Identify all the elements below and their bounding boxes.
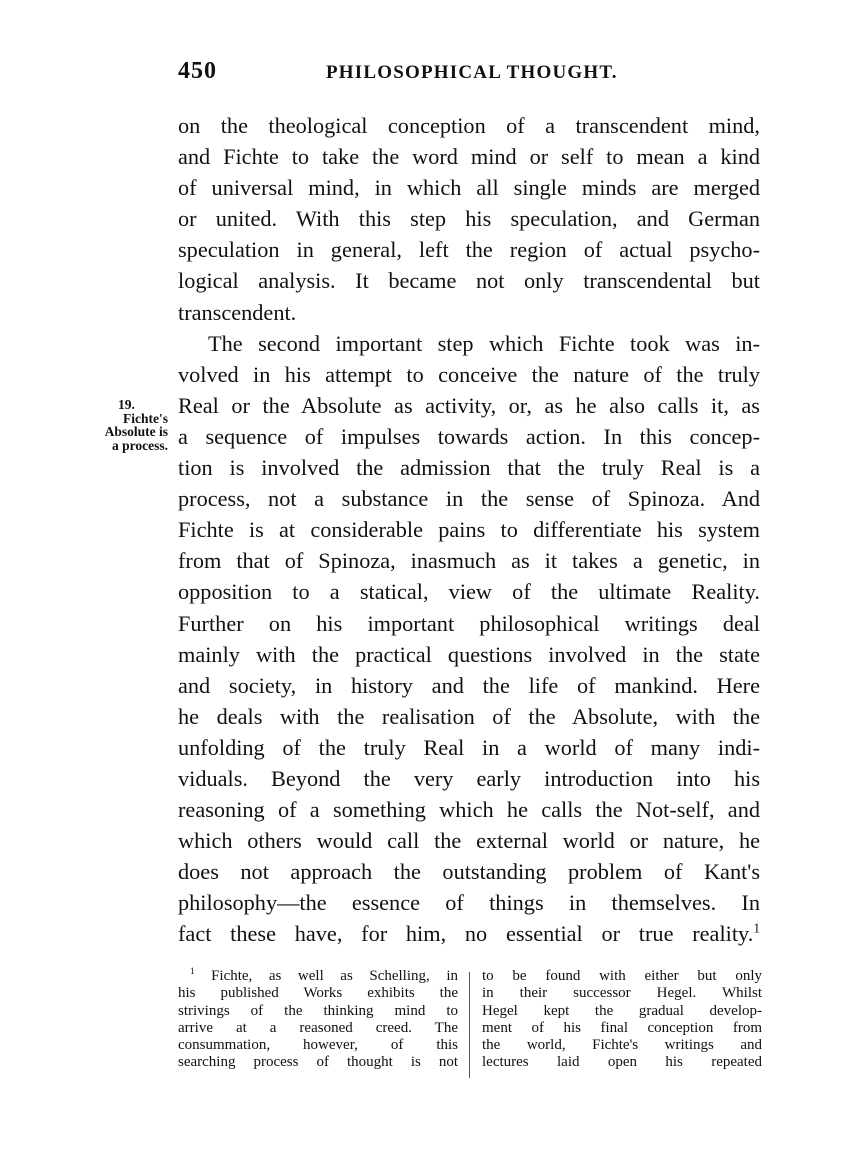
- text-line: unfolding of the truly Real in a world of many indi-: [178, 734, 760, 760]
- text-line: Further on his important philosophical writings deal: [178, 610, 760, 636]
- footnote-column-right: [482, 968, 762, 1072]
- text-line: a sequence of impulses towards action. In this concep-: [178, 423, 760, 449]
- text-line-with-footnote-ref: [178, 918, 760, 949]
- footnote-line: strivings of the thinking mind to: [178, 1002, 458, 1019]
- text-line: speculation in general, left the region of actual psycho-: [178, 237, 760, 263]
- text-line: Real or the Absolute as activity, or, as he also calls it, as: [178, 392, 760, 418]
- margin-note-line: Absolute is: [104, 424, 168, 439]
- footnote-column-left: [178, 968, 458, 1072]
- text-line: transcendent.: [178, 299, 297, 325]
- footnote-line: [178, 968, 458, 985]
- text-line: philosophy—the essence of things in themselves. In: [178, 890, 760, 916]
- footnote-line: arrive at a reasoned creed. The: [178, 1019, 458, 1036]
- text-line: volved in his attempt to conceive the nature of the truly: [178, 361, 760, 387]
- text-line: tion is involved the admission that the truly Real is a: [178, 455, 760, 481]
- text-line: process, not a substance in the sense of Spinoza. And: [178, 486, 760, 512]
- body-text: [178, 110, 760, 950]
- text-line: and Fichte to take the word mind or self to mean a kind: [178, 144, 760, 170]
- running-head: PHILOSOPHICAL THOUGHT.: [326, 62, 618, 83]
- text-line: The second important step which Fichte took was in-: [208, 330, 760, 356]
- footnote-line: ment of his final conception from: [482, 1019, 762, 1036]
- footnote-line: searching process of thought is not: [178, 1054, 458, 1071]
- margin-note-line: Fichte's: [123, 410, 168, 426]
- text-line-content: fact these have, for him, no essential or true reality.: [178, 921, 754, 947]
- text-line: which others would call the external world or nature, he: [178, 828, 760, 854]
- text-line: mainly with the practical questions involved in the state: [178, 641, 760, 667]
- footnote-line: lectures laid open his repeated: [482, 1054, 762, 1071]
- text-line: and society, in history and the life of mankind. Here: [178, 672, 760, 698]
- text-line: does not approach the outstanding problem of Kant's: [178, 859, 760, 885]
- footnote: [178, 968, 762, 1080]
- footnote-line: Hegel kept the gradual develop-: [482, 1002, 762, 1019]
- text-line: reasoning of a something which he calls the Not-self, and: [178, 797, 760, 823]
- footnote-marker: 1: [190, 966, 195, 976]
- page-header: [178, 58, 758, 90]
- footnote-line: the world, Fichte's writings and: [482, 1037, 762, 1054]
- text-line: on the theological conception of a transcendent mind,: [178, 113, 760, 138]
- margin-note-number: 19.: [118, 397, 135, 412]
- footnote-line: in their successor Hegel. Whilst: [482, 985, 762, 1002]
- text-line: or united. With this step his speculation, and German: [178, 206, 760, 232]
- text-line: from that of Spinoza, inasmuch as it takes a genetic, in: [178, 548, 760, 574]
- text-line: viduals. Beyond the very early introduction into his: [178, 765, 760, 791]
- margin-note-line: a process.: [112, 437, 168, 453]
- text-line: opposition to a statical, view of the ultimate Reality.: [178, 579, 760, 605]
- text-line: of universal mind, in which all single minds are merged: [178, 175, 760, 201]
- page-number: 450: [178, 58, 217, 84]
- text-line: Fichte is at considerable pains to differentiate his system: [178, 517, 760, 543]
- margin-note: [88, 398, 168, 452]
- footnote-line: his published Works exhibits the: [178, 985, 458, 1002]
- text-line: he deals with the realisation of the Absolute, with the: [178, 703, 760, 729]
- footnote-line: consummation, however, of this: [178, 1037, 458, 1054]
- footnote-line: to be found with either but only: [482, 968, 762, 984]
- footnote-line-text: Fichte, as well as Schelling, in: [211, 968, 458, 984]
- footnote-column-divider: [469, 972, 470, 1078]
- footnote-reference: 1: [753, 921, 760, 937]
- text-line: logical analysis. It became not only transcendental but: [178, 268, 760, 294]
